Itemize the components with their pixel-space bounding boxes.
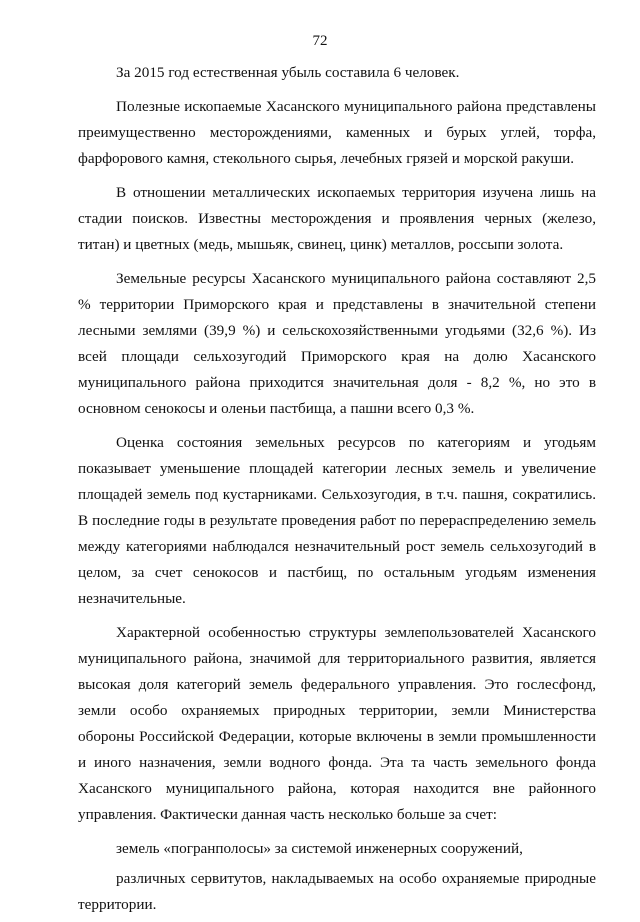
paragraph-servitudes: различных сервитутов, накладываемых на особо охраняемые природные территории. bbox=[78, 870, 596, 913]
paragraph-population-decline: За 2015 год естественная убыль составила 6 человек. bbox=[116, 64, 460, 81]
document-body bbox=[78, 60, 596, 922]
paragraph-land-users-structure: Характерной особенностью структуры землепользователей Хасанского муниципального района, значимой для территориального развития, является высокая доля категорий земель федерального управления. Это гослесфонд, земли особо охраняемых природных территории, земли Министерства обороны Российской Федерации, которые включены в земли промышленности и иного назначения, земли водного фонда. Эта та часть земельного фонда Хасанского муниципального района, которая находится вне районного управления. Фактически данная часть несколько больше за счет: bbox=[78, 624, 596, 823]
page-number: 72 bbox=[312, 33, 328, 49]
paragraph-border-strip: земель «погранполосы» за системой инженерных сооружений, bbox=[116, 840, 523, 857]
paragraph-land-assessment: Оценка состояния земельных ресурсов по категориям и угодьям показывает уменьшение площадей категории лесных земель и увеличение площадей земель под кустарниками. Сельхозугодия, в т.ч. пашня, сократились. В последние годы в результате проведения работ по перераспределению земель между категориями наблюдался незначительный рост земель сельхозугодий в целом, за счет сенокосов и пастбищ, по остальным угодьям изменения незначительные. bbox=[78, 434, 596, 607]
paragraph-metals: В отношении металлических ископаемых территория изучена лишь на стадии поисков. Известны месторождения и проявления черных (железо, титан) и цветных (медь, мышьяк, свинец, цинк) металлов, россыпи золота. bbox=[78, 184, 596, 253]
paragraph-minerals: Полезные ископаемые Хасанского муниципального района представлены преимущественно месторождениями, каменных и бурых углей, торфа, фарфорового камня, стекольного сырья, лечебных грязей и морской ракуши. bbox=[78, 98, 596, 167]
paragraph-land-resources: Земельные ресурсы Хасанского муниципального района составляют 2,5 % территории Приморского края и представлены в значительной степени лесными землями (39,9 %) и сельскохозяйственными угодьями (32,6 %). Из всей площади сельхозугодий Приморского края на долю Хасанского муниципального района приходится значительная доля - 8,2 %, но это в основном сенокосы и оленьи пастбища, а пашни всего 0,3 %. bbox=[78, 270, 596, 417]
